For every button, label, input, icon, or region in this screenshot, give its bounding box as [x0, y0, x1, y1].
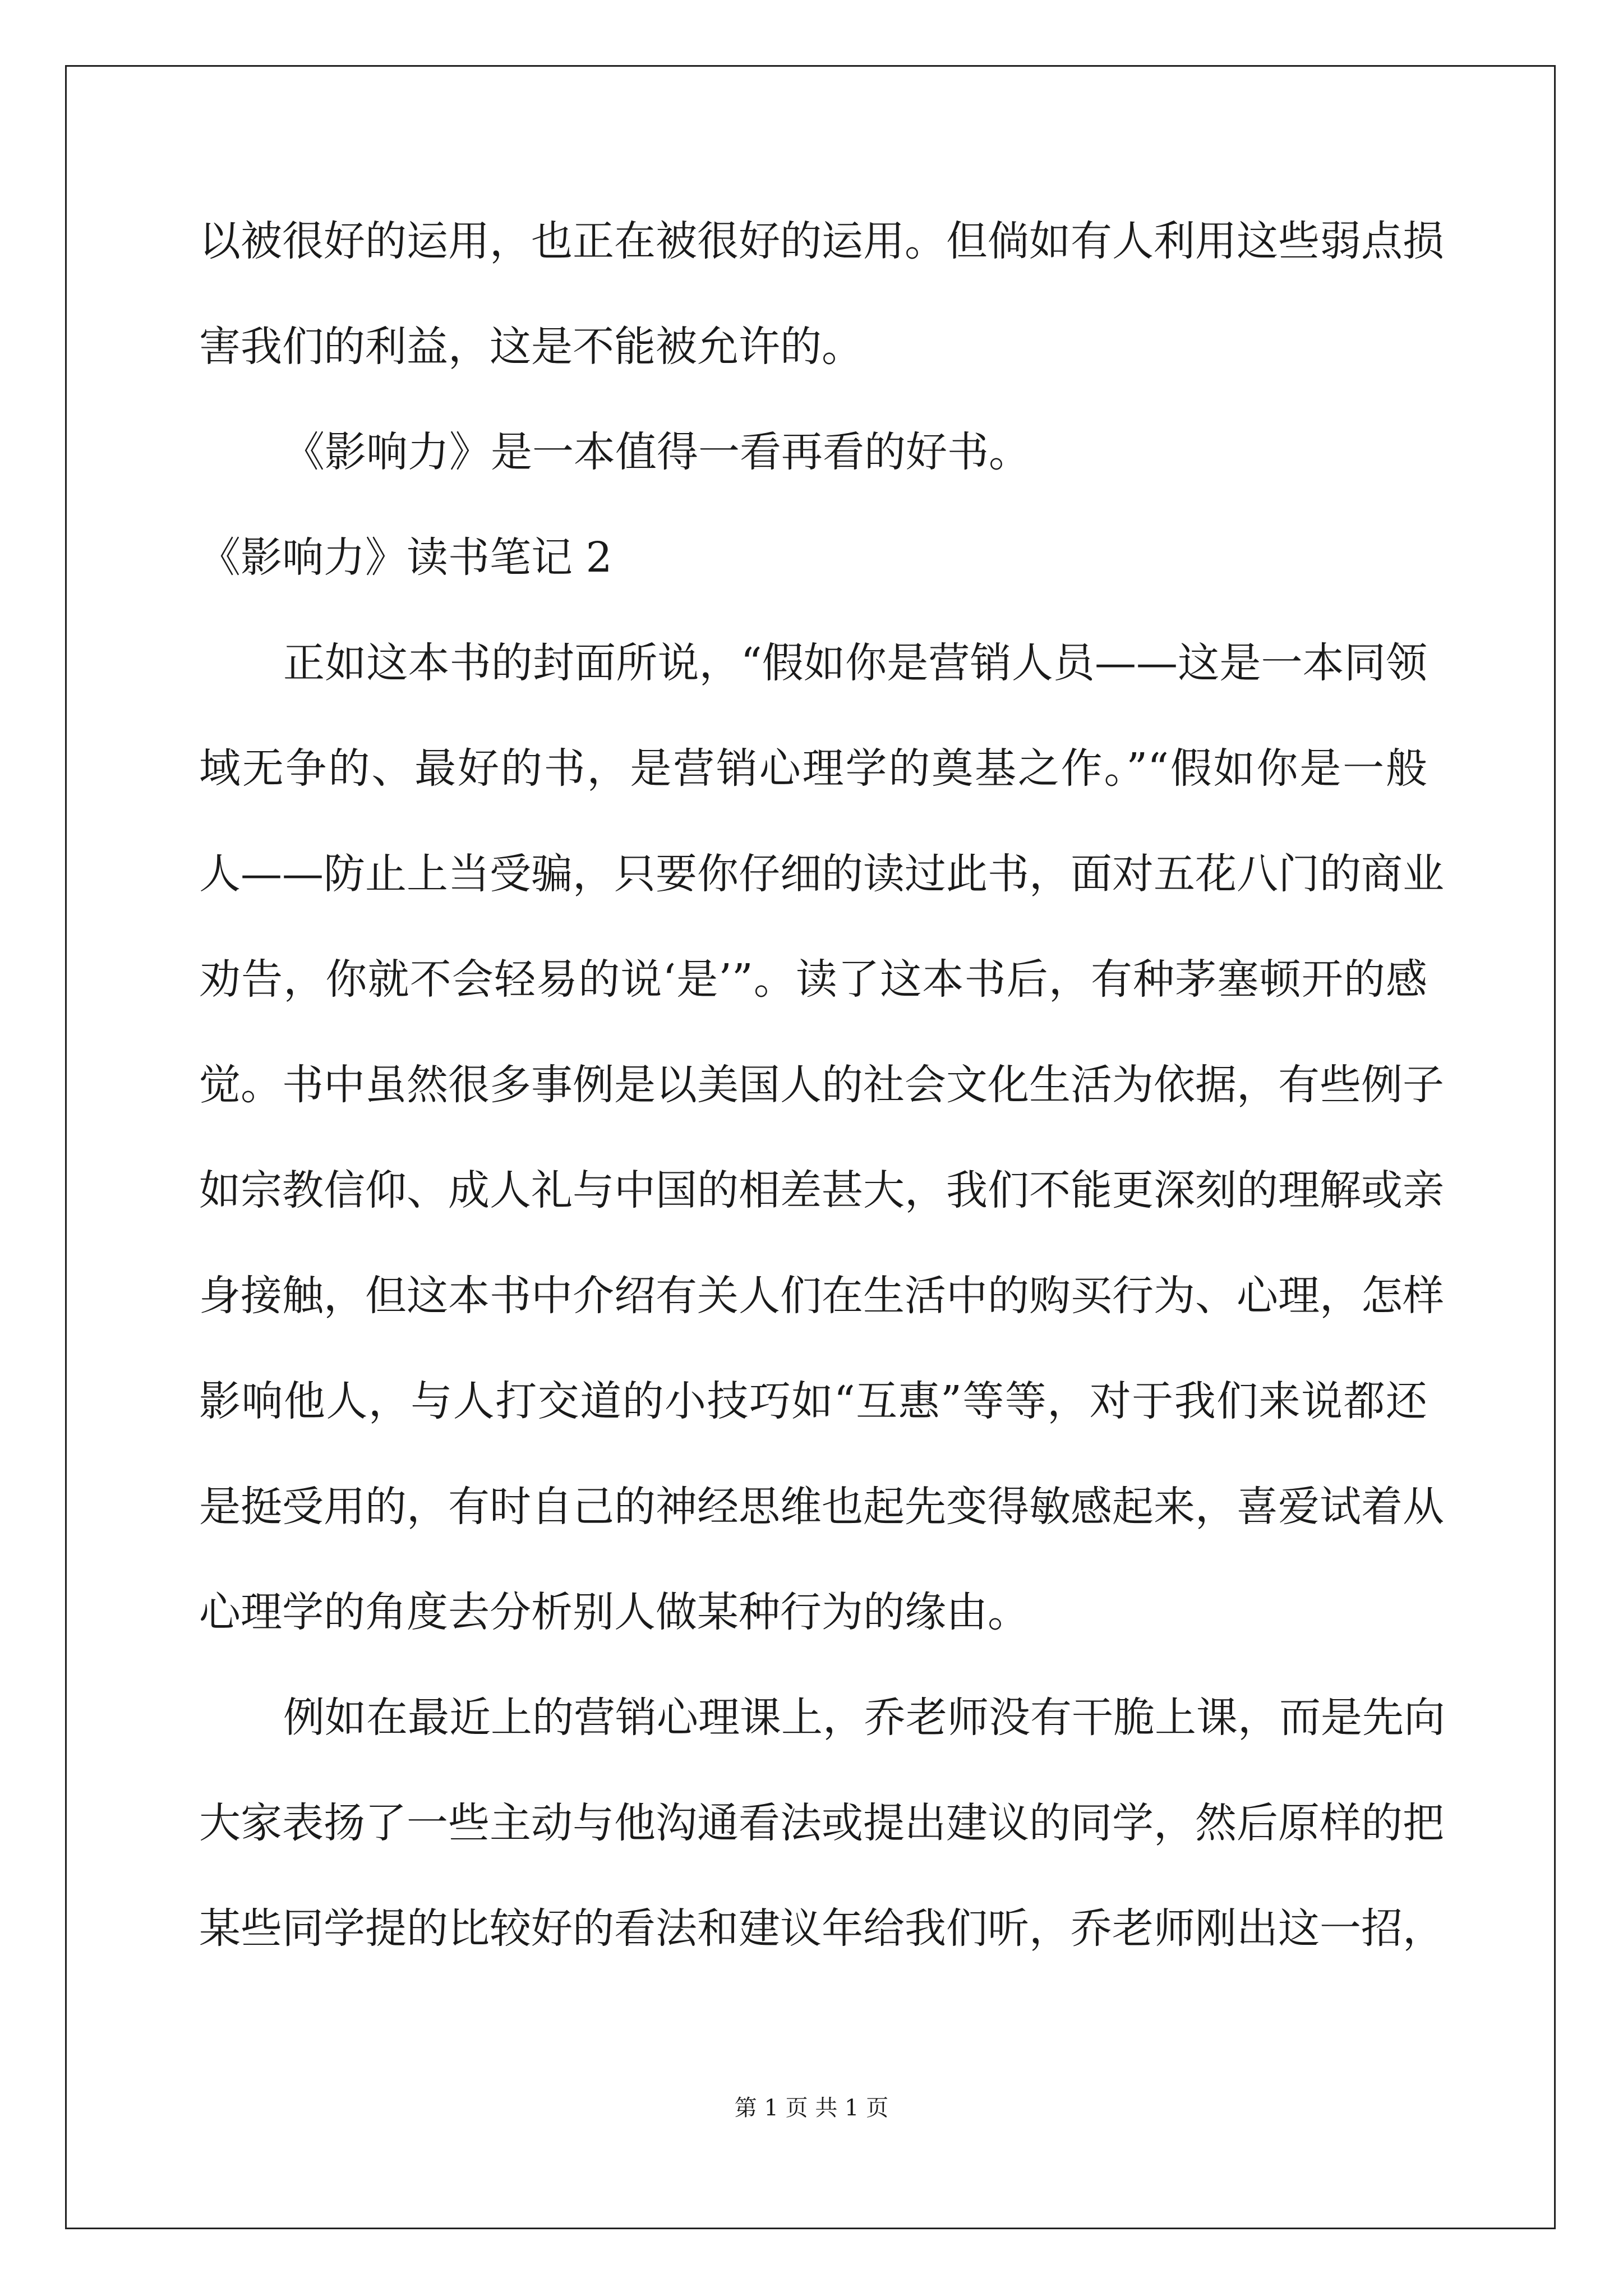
paragraph-line: 劝告，你就不会轻易的说‘是’”。读了这本书后，有种茅塞顿开的感 — [199, 955, 1427, 1004]
paragraph-line: 心理学的角度去分析别人做某种行为的缘由。 — [199, 1588, 1029, 1636]
paragraph-line: 人——防止上当受骗，只要你仔细的读过此书，面对五花八门的商业 — [199, 850, 1444, 898]
page-number-footer: 第 1 页 共 1 页 — [734, 2095, 889, 2121]
paragraph-line: 正如这本书的封面所说，“假如你是营销人员——这是一本同领 — [283, 639, 1427, 687]
section-heading: 《影响力》读书笔记 2 — [199, 533, 612, 582]
paragraph-line: 如宗教信仰、成人礼与中国的相差甚大，我们不能更深刻的理解或亲 — [199, 1166, 1444, 1214]
paragraph-line: 大家表扬了一些主动与他沟通看法或提出建议的同学，然后原样的把 — [199, 1799, 1444, 1847]
paragraph-line: 影响他人，与人打交道的小技巧如“互惠”等等，对于我们来说都还 — [199, 1377, 1427, 1425]
paragraph-line: 害我们的利益，这是不能被允许的。 — [199, 323, 863, 371]
paragraph-line: 例如在最近上的营销心理课上，乔老师没有干脆上课，而是先向 — [283, 1694, 1445, 1742]
paragraph-line: 是挺受用的，有时自己的神经思维也起先变得敏感起来，喜爱试着从 — [199, 1483, 1444, 1531]
paragraph-line: 某些同学提的比较好的看法和建议年给我们听，乔老师刚出这一招， — [199, 1904, 1444, 1953]
paragraph-line: 觉。书中虽然很多事例是以美国人的社会文化生活为依据，有些例子 — [199, 1061, 1444, 1109]
paragraph-line: 以被很好的运用，也正在被很好的运用。但倘如有人利用这些弱点损 — [199, 217, 1444, 265]
paragraph-line: 身接触，但这本书中介绍有关人们在生活中的购买行为、心理，怎样 — [199, 1272, 1444, 1320]
paragraph-line: 域无争的、最好的书，是营销心理学的奠基之作。”“假如你是一般 — [199, 744, 1427, 793]
paragraph-line: 《影响力》是一本值得一看再看的好书。 — [283, 428, 1030, 476]
